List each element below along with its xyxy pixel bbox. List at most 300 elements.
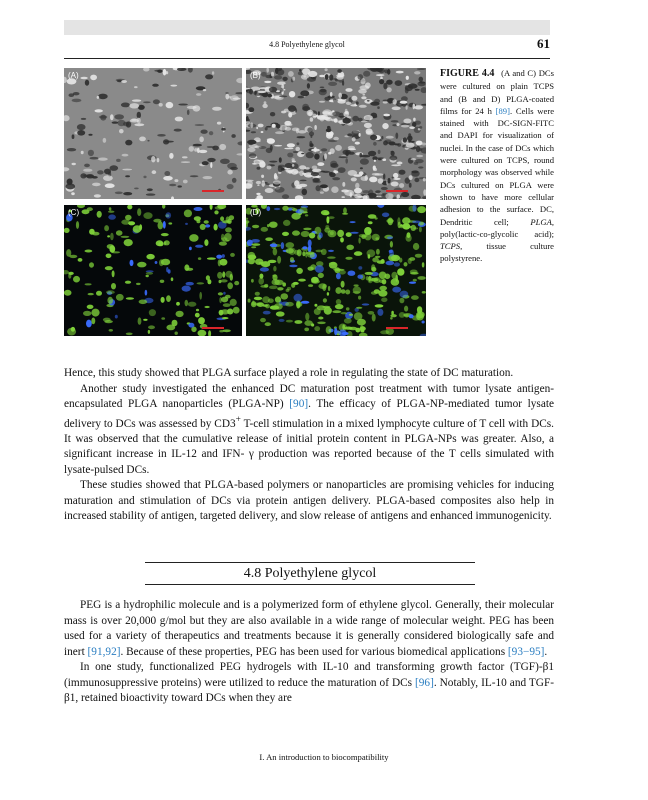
cell-mark — [254, 297, 262, 301]
cell-mark — [403, 137, 407, 142]
cell-mark — [185, 223, 188, 225]
cell-mark — [362, 303, 370, 305]
cell-mark — [138, 317, 142, 324]
cell-mark — [406, 235, 412, 242]
cell-mark — [298, 96, 305, 99]
cell-mark — [72, 163, 76, 165]
cell-mark — [417, 206, 426, 213]
cell-mark — [282, 206, 288, 211]
panel-label-c: (C) — [68, 208, 80, 217]
cell-mark — [175, 117, 183, 122]
cell-mark — [91, 318, 95, 325]
cell-mark — [299, 69, 302, 72]
cell-mark — [295, 195, 303, 199]
cell-mark — [421, 104, 426, 106]
cell-mark — [199, 292, 202, 300]
cell-mark — [64, 77, 67, 83]
cell-mark — [309, 233, 315, 239]
cell-mark — [327, 292, 329, 296]
cell-mark — [396, 123, 399, 126]
cell-mark — [335, 304, 344, 309]
cell-mark — [124, 239, 133, 246]
cell-mark — [399, 312, 405, 318]
cell-mark — [288, 71, 294, 77]
cell-mark — [415, 89, 420, 91]
cell-mark — [265, 322, 271, 326]
cell-mark — [207, 257, 216, 259]
section-rule-top — [145, 562, 475, 563]
cell-mark — [393, 256, 397, 259]
cell-mark — [388, 99, 392, 104]
cell-mark — [404, 262, 408, 266]
cell-mark — [301, 153, 304, 155]
paragraph — [64, 598, 554, 660]
cell-mark — [223, 303, 231, 307]
citation-link[interactable]: [93−95] — [507, 645, 545, 658]
cell-mark — [384, 69, 388, 73]
cell-mark — [249, 153, 256, 158]
cell-mark — [284, 121, 291, 125]
cell-mark — [256, 127, 258, 130]
cell-mark — [349, 314, 353, 316]
cell-mark — [332, 112, 340, 117]
cell-mark — [372, 156, 377, 160]
paragraph — [64, 382, 554, 479]
cell-mark — [293, 282, 299, 285]
cell-mark — [387, 178, 390, 184]
cell-mark — [359, 234, 368, 238]
cell-mark — [411, 158, 416, 160]
cell-mark — [212, 146, 219, 151]
cell-mark — [194, 207, 203, 211]
cell-mark — [360, 325, 364, 332]
cell-mark — [85, 283, 92, 285]
cell-mark — [198, 330, 207, 336]
cell-mark — [354, 284, 359, 286]
cell-mark — [372, 234, 380, 241]
cell-mark — [270, 244, 278, 248]
cell-mark — [365, 272, 373, 275]
cell-mark — [273, 180, 281, 184]
cell-mark — [90, 75, 97, 81]
cell-mark — [386, 142, 394, 144]
cell-mark — [362, 94, 365, 96]
cell-mark — [403, 145, 405, 147]
cell-mark — [143, 176, 146, 179]
cell-mark — [299, 171, 304, 177]
cell-mark — [174, 179, 178, 182]
cell-mark — [218, 292, 223, 295]
cell-mark — [342, 182, 345, 187]
cell-mark — [400, 101, 408, 104]
cell-mark — [220, 259, 228, 266]
cell-mark — [415, 159, 424, 163]
cell-mark — [345, 158, 348, 164]
cell-mark — [284, 109, 289, 113]
cell-mark — [64, 290, 72, 296]
cell-mark — [258, 91, 267, 93]
cell-mark — [281, 293, 289, 299]
cell-mark — [129, 103, 139, 108]
micrograph-b — [246, 68, 426, 199]
cell-mark — [187, 106, 197, 109]
cell-mark — [88, 134, 92, 136]
cell-mark — [148, 330, 150, 334]
cell-mark — [254, 303, 262, 306]
cell-mark — [342, 324, 345, 329]
cell-mark — [272, 275, 276, 277]
cell-mark — [81, 118, 86, 120]
cell-mark — [157, 158, 160, 162]
cell-mark — [300, 207, 308, 214]
cell-mark — [110, 165, 119, 171]
cell-mark — [95, 109, 103, 112]
cell-mark — [266, 68, 269, 73]
cell-mark — [261, 175, 264, 178]
cell-mark — [188, 323, 194, 328]
cell-mark — [383, 83, 387, 90]
cell-mark — [416, 146, 420, 152]
citation-link[interactable]: [96] — [415, 676, 434, 689]
micrograph-d — [246, 205, 426, 336]
panel-label-b: (B) — [250, 71, 261, 80]
cell-mark — [112, 121, 118, 123]
cell-mark — [163, 139, 169, 144]
cell-mark — [157, 134, 166, 137]
cell-mark — [319, 101, 325, 103]
cell-mark — [400, 291, 409, 298]
cell-mark — [375, 193, 385, 196]
cell-mark — [358, 74, 364, 80]
cell-mark — [398, 222, 401, 229]
cell-mark — [274, 173, 277, 179]
cell-mark — [314, 326, 320, 331]
cell-mark — [364, 123, 372, 128]
cell-mark — [320, 191, 324, 193]
cell-mark — [341, 289, 346, 294]
cell-mark — [397, 194, 400, 198]
cell-mark — [391, 120, 399, 122]
cell-mark — [108, 211, 114, 213]
cell-mark — [322, 284, 326, 291]
cell-mark — [248, 252, 256, 259]
cell-mark — [225, 227, 232, 232]
cell-mark — [169, 153, 173, 159]
cell-mark — [261, 131, 264, 133]
body-text-lower — [64, 598, 554, 707]
cell-mark — [419, 126, 422, 129]
cell-mark — [318, 273, 324, 278]
cell-mark — [357, 319, 366, 326]
cell-mark — [137, 262, 146, 268]
cell-mark — [154, 70, 160, 72]
cell-mark — [406, 143, 415, 148]
paragraph-text: T-cell stimulation in a mixed lymphocyte culture of T cell with DCs. It was observed that the cumulative release of initial protein content in PLGA-NPs was greater. Also, a significant increase in IL-12 and IFN- γ production was reported because of the T cells simulated with lysate-pulsed DCs. — [64, 417, 554, 476]
cell-mark — [274, 303, 283, 310]
cell-mark — [361, 96, 366, 99]
cell-mark — [392, 287, 401, 293]
cell-mark — [353, 286, 361, 294]
cell-mark — [189, 247, 192, 251]
cell-mark — [163, 221, 166, 229]
cell-mark — [220, 279, 227, 282]
cell-mark — [374, 160, 376, 162]
cell-mark — [251, 239, 260, 243]
cell-mark — [271, 306, 274, 308]
micrograph-c — [64, 205, 242, 336]
cell-mark — [328, 250, 334, 252]
cell-mark — [395, 133, 398, 139]
cell-mark — [325, 74, 329, 80]
cell-mark — [207, 279, 211, 284]
cell-mark — [214, 210, 218, 214]
cell-mark — [246, 89, 251, 93]
cell-mark — [98, 94, 108, 100]
cell-mark — [382, 123, 388, 129]
cell-mark — [326, 326, 332, 334]
cell-mark — [110, 233, 114, 241]
cell-mark — [161, 259, 170, 266]
cell-mark — [359, 133, 361, 137]
cell-mark — [80, 77, 87, 80]
cell-mark — [302, 68, 310, 75]
cell-mark — [147, 188, 153, 191]
cell-mark — [306, 152, 314, 158]
figure-caption — [440, 67, 554, 265]
section-rule-bottom — [145, 584, 475, 585]
cell-mark — [77, 130, 85, 136]
cell-mark — [411, 195, 421, 199]
cell-mark — [324, 97, 330, 101]
cell-mark — [251, 131, 256, 133]
cell-mark — [380, 330, 389, 334]
figure-panel-b — [246, 68, 426, 199]
cell-mark — [335, 287, 341, 294]
cell-mark — [195, 313, 200, 318]
cell-mark — [235, 92, 242, 94]
cell-mark — [358, 238, 360, 244]
cell-mark — [84, 164, 90, 168]
cell-mark — [352, 137, 356, 141]
cell-mark — [361, 155, 370, 158]
cell-mark — [193, 144, 202, 147]
cell-mark — [367, 100, 370, 102]
cell-mark — [328, 82, 337, 86]
citation-link[interactable]: [90] — [289, 398, 309, 410]
cell-mark — [342, 81, 344, 86]
cell-mark — [379, 286, 387, 291]
cell-mark — [341, 281, 345, 288]
caption-text: (A and C) DCs were cultured on plain TCPS and (B and D) PLGA-coated films for 24 h — [440, 68, 554, 116]
cell-mark — [112, 270, 115, 277]
cell-mark — [358, 296, 361, 300]
cell-mark — [223, 329, 231, 332]
cell-mark — [336, 74, 344, 77]
cell-mark — [329, 74, 333, 80]
cell-mark — [382, 213, 389, 218]
cell-mark — [131, 118, 137, 121]
cell-mark — [381, 136, 383, 140]
cell-mark — [391, 278, 400, 285]
cell-mark — [405, 88, 409, 94]
cell-mark — [311, 172, 319, 176]
cell-mark — [397, 162, 403, 165]
cell-mark — [284, 148, 293, 150]
cell-mark — [375, 190, 381, 193]
cell-mark — [123, 192, 132, 195]
cell-mark — [202, 161, 209, 165]
cell-mark — [333, 268, 341, 271]
cell-mark — [105, 266, 113, 270]
cell-mark — [257, 167, 261, 170]
cell-mark — [197, 282, 205, 284]
cell-mark — [334, 328, 337, 336]
cell-mark — [231, 134, 235, 138]
cell-mark — [139, 224, 142, 230]
cell-mark — [370, 135, 377, 141]
caption-text: , poly(lactic-co-glycolic acid); — [440, 216, 554, 239]
cell-mark — [107, 235, 110, 237]
cell-mark — [406, 76, 409, 80]
cell-mark — [373, 166, 376, 171]
cell-mark — [71, 192, 75, 195]
cell-mark — [261, 180, 265, 187]
cell-mark — [246, 227, 251, 231]
cell-mark — [320, 184, 328, 188]
cell-mark — [224, 233, 232, 241]
cell-mark — [198, 257, 201, 260]
cell-mark — [386, 87, 391, 92]
cell-mark — [188, 68, 193, 73]
citation-link[interactable]: [89] — [495, 105, 510, 116]
cell-mark — [210, 162, 212, 168]
page-number: 61 — [537, 36, 550, 51]
cell-mark — [322, 109, 332, 115]
cell-mark — [376, 249, 380, 255]
cell-mark — [83, 169, 92, 172]
cell-mark — [413, 243, 419, 250]
cell-mark — [351, 177, 357, 181]
citation-link[interactable]: [91,92] — [87, 645, 121, 658]
cell-mark — [126, 297, 134, 300]
cell-mark — [288, 105, 296, 112]
cell-mark — [76, 221, 79, 229]
figure-panel-d — [246, 205, 426, 336]
cell-mark — [344, 318, 352, 324]
cell-mark — [371, 264, 375, 271]
cell-mark — [115, 315, 118, 319]
cell-mark — [294, 180, 299, 187]
cell-mark — [415, 121, 421, 125]
cell-mark — [291, 213, 300, 220]
cell-mark — [258, 124, 264, 128]
cell-mark — [216, 255, 222, 259]
cell-mark — [318, 317, 323, 320]
cell-mark — [97, 211, 102, 218]
cell-mark — [416, 141, 423, 146]
cell-mark — [306, 252, 315, 255]
cell-mark — [274, 75, 282, 79]
cell-mark — [386, 219, 393, 223]
cell-mark — [278, 166, 283, 172]
cell-mark — [115, 192, 123, 195]
cell-mark — [246, 103, 249, 109]
cell-mark — [302, 104, 309, 110]
cell-mark — [376, 74, 385, 76]
cell-mark — [276, 124, 280, 129]
cell-mark — [85, 80, 89, 86]
cell-mark — [338, 156, 347, 158]
cell-mark — [83, 311, 91, 316]
cell-mark — [319, 232, 323, 238]
cell-mark — [356, 307, 362, 309]
cell-mark — [331, 186, 338, 193]
cell-mark — [274, 208, 281, 210]
cell-mark — [267, 165, 272, 169]
cell-mark — [209, 131, 213, 135]
cell-mark — [329, 172, 336, 177]
cell-mark — [166, 267, 168, 272]
cell-mark — [386, 261, 395, 266]
cell-mark — [276, 311, 285, 316]
cell-mark — [176, 311, 184, 317]
cell-mark — [267, 138, 274, 140]
cell-mark — [346, 307, 350, 310]
cell-mark — [91, 309, 99, 317]
cell-mark — [320, 151, 322, 153]
running-title: 4.8 Polyethylene glycol — [269, 40, 345, 49]
caption-abbreviation: TCPS — [440, 241, 461, 252]
cell-mark — [390, 241, 393, 248]
cell-mark — [287, 287, 291, 290]
cell-mark — [198, 317, 205, 324]
cell-mark — [315, 250, 322, 253]
cell-mark — [391, 164, 401, 166]
cell-mark — [375, 173, 384, 175]
micrograph-a — [64, 68, 242, 199]
cell-mark — [286, 242, 295, 248]
cell-mark — [292, 164, 295, 167]
caption-text: , tissue culture polystyrene. — [440, 241, 554, 264]
cell-mark — [104, 169, 111, 175]
cell-mark — [171, 277, 174, 281]
cell-mark — [145, 290, 148, 296]
cell-mark — [251, 246, 256, 248]
cell-mark — [212, 71, 214, 75]
cell-mark — [220, 216, 224, 221]
cell-mark — [220, 159, 230, 164]
cell-mark — [103, 175, 113, 181]
running-head — [64, 38, 550, 54]
cell-mark — [414, 71, 420, 74]
cell-mark — [359, 153, 362, 157]
cell-mark — [237, 141, 242, 145]
cell-mark — [346, 245, 354, 250]
cell-mark — [85, 250, 93, 253]
cell-mark — [319, 89, 327, 95]
cell-mark — [318, 111, 320, 115]
cell-mark — [366, 128, 373, 134]
cell-mark — [386, 80, 393, 85]
panel-label-a: (A) — [68, 71, 79, 80]
cell-mark — [130, 260, 134, 266]
cell-mark — [219, 144, 226, 150]
cell-mark — [304, 75, 307, 77]
cell-mark — [303, 228, 311, 231]
cell-mark — [381, 259, 385, 264]
cell-mark — [261, 227, 268, 232]
cell-mark — [158, 221, 164, 229]
